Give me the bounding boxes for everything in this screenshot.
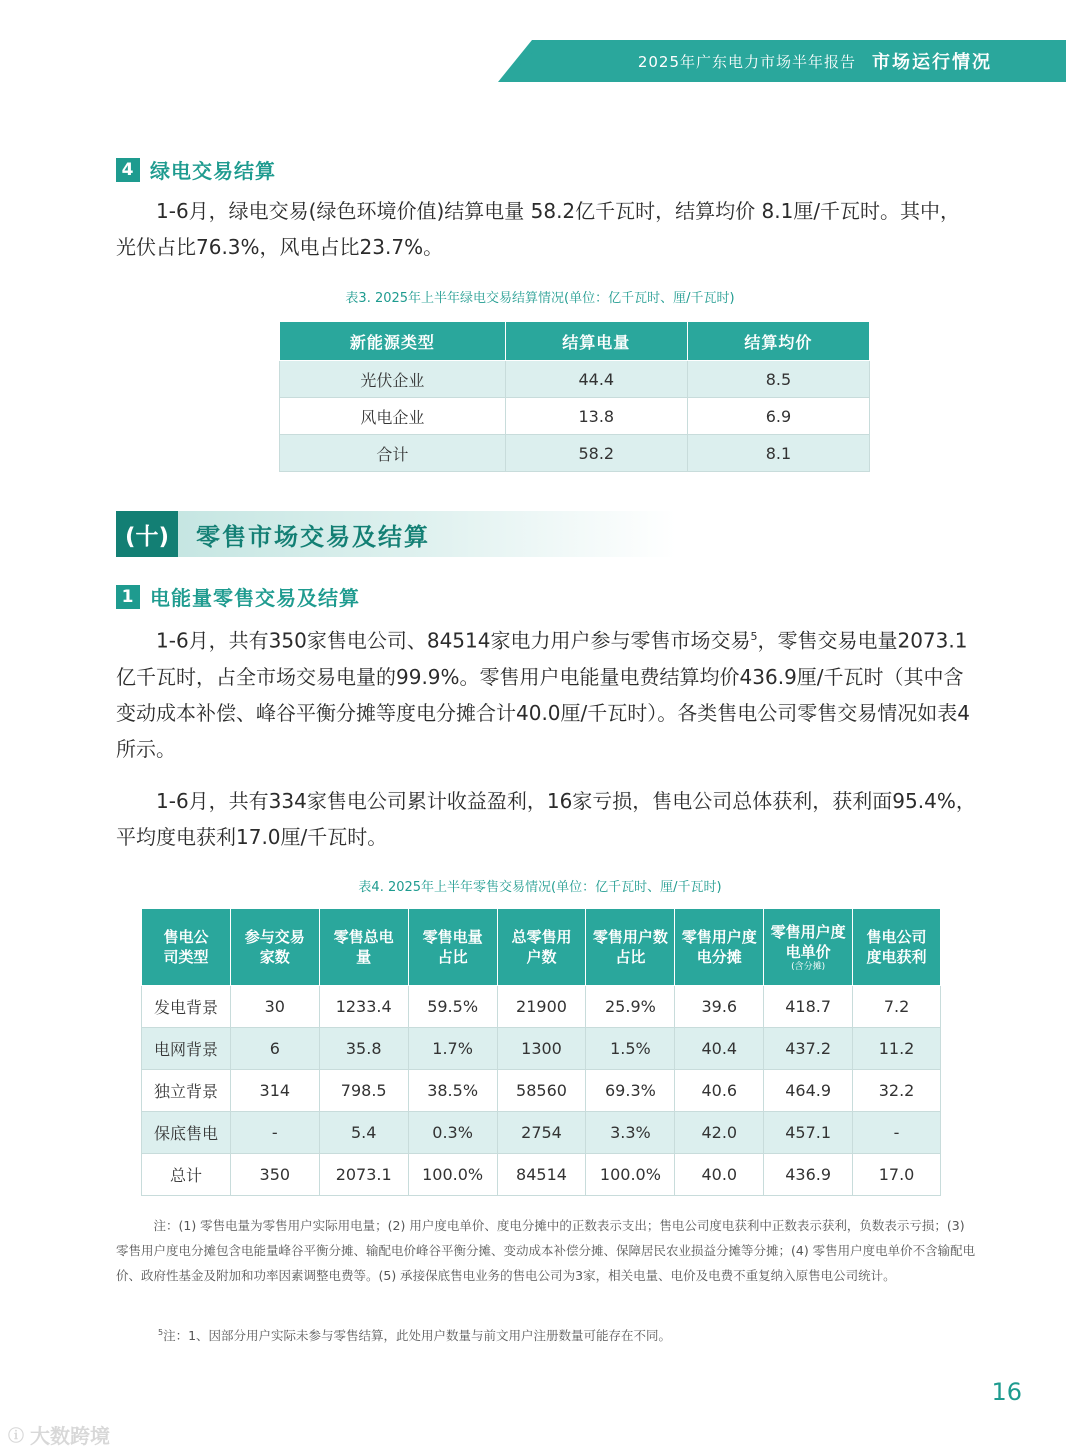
table-header-cell: 新能源类型	[280, 322, 506, 361]
footnote-mark: 5	[158, 1327, 164, 1337]
table-header-cell-with-note	[764, 909, 853, 986]
footnote	[158, 1326, 671, 1344]
table-cell: 38.5%	[408, 1070, 497, 1112]
table-row	[280, 361, 870, 398]
table-cell: 总计	[142, 1154, 231, 1196]
table-cell: 21900	[497, 986, 586, 1028]
table-cell: 13.8	[505, 398, 687, 435]
green-settlement-table	[279, 321, 870, 472]
report-title: 2025年广东电力市场半年报告	[637, 52, 856, 71]
table-header-cell: 参与交易家数	[230, 909, 319, 986]
table-cell: 0.3%	[408, 1112, 497, 1154]
watermark-logo-icon: ⓘ	[8, 1426, 25, 1445]
table-cell: 5.4	[319, 1112, 408, 1154]
table-row	[280, 398, 870, 435]
table-cell: 8.5	[687, 361, 869, 398]
subheading-title: 电能量零售交易及结算	[150, 586, 360, 610]
table-cell: -	[230, 1112, 319, 1154]
table4-caption: 表4. 2025年上半年零售交易情况(单位：亿千瓦时、厘/千瓦时)	[358, 880, 722, 895]
table-cell: 1.7%	[408, 1028, 497, 1070]
table-cell: 11.2	[853, 1028, 941, 1070]
table-cell: 40.6	[675, 1070, 764, 1112]
table-cell: 7.2	[853, 986, 941, 1028]
table-cell: 457.1	[764, 1112, 853, 1154]
table-cell: 44.4	[505, 361, 687, 398]
table-cell: 发电背景	[142, 986, 231, 1028]
table-cell: 100.0%	[408, 1154, 497, 1196]
section-number: (十)	[116, 511, 178, 557]
table-cell: 69.3%	[586, 1070, 675, 1112]
retail-paragraph-2: 1-6月，共有334家售电公司累计收益盈利，16家亏损，售电公司总体获利，获利面95.4%，平均度电获利17.0厘/千瓦时。	[116, 789, 976, 849]
table-cell: 25.9%	[586, 986, 675, 1028]
table-cell: 2754	[497, 1112, 586, 1154]
subheading-retail-trading	[116, 582, 360, 611]
subheading-number: 1	[116, 585, 140, 609]
table-cell: 6	[230, 1028, 319, 1070]
table-cell: 1300	[497, 1028, 586, 1070]
table-cell: 314	[230, 1070, 319, 1112]
table-cell: 风电企业	[280, 398, 506, 435]
table-cell: 3.3%	[586, 1112, 675, 1154]
table-header-cell: 零售电量占比	[408, 909, 497, 986]
table-row	[280, 435, 870, 472]
table3-caption: 表3. 2025年上半年绿电交易结算情况(单位：亿千瓦时、厘/千瓦时)	[345, 291, 735, 306]
table-cell: 保底售电	[142, 1112, 231, 1154]
table-cell: 59.5%	[408, 986, 497, 1028]
table-cell: 1.5%	[586, 1028, 675, 1070]
table-cell: 合计	[280, 435, 506, 472]
table-cell: 6.9	[687, 398, 869, 435]
table-cell: 30	[230, 986, 319, 1028]
table-cell: 独立背景	[142, 1070, 231, 1112]
table-cell: 40.0	[675, 1154, 764, 1196]
table-header-note: (含分摊)	[791, 961, 826, 972]
table-notes: 注：(1) 零售电量为零售用户实际用电量；(2) 用户度电单价、度电分摊中的正数表示支出；售电公司度电获利中正数表示获利，负数表示亏损；(3) 零售用户度电分摊包含电能量峰谷平衡分摊、输配电价峰谷平衡分摊、变动成本补偿分摊、保障居民农业损益分摊等分摊；(4) 零售用户度电单价不含输配电价、政府性基金及附加和功率因素调整电费等。(5) 承接保底售电业务的售电公司为3家，相关电量、电价及电费不重复纳入原售电公司统计。	[116, 1218, 976, 1283]
footnote-reference: 5	[750, 630, 758, 643]
page-header	[638, 40, 992, 82]
table-header-cell: 售电公司类型	[142, 909, 231, 986]
table-header-cell: 结算均价	[687, 322, 869, 361]
table-header-text: 零售用户度电单价	[770, 922, 846, 961]
table-cell: 58560	[497, 1070, 586, 1112]
footnote-text: 注：1、因部分用户实际未参与零售结算，此处用户数量与前文用户注册数量可能存在不同。	[163, 1328, 672, 1343]
table-cell: 100.0%	[586, 1154, 675, 1196]
retail-paragraph-1-rest: ，零售交易电量2073.1亿千瓦时，占全市场交易电量的99.9%。零售用户电能量电费结算均价436.9厘/千瓦时（其中含变动成本补偿、峰谷平衡分摊等度电分摊合计40.0厘/千瓦时）。各类售电公司零售交易情况如表4所示。	[116, 628, 970, 761]
table-cell: 42.0	[675, 1112, 764, 1154]
table-cell: 8.1	[687, 435, 869, 472]
table-cell: 58.2	[505, 435, 687, 472]
table-cell: 464.9	[764, 1070, 853, 1112]
table-header-row	[142, 909, 941, 986]
retail-paragraph-1-start: 1-6月，共有350家售电公司、84514家电力用户参与零售市场交易	[156, 628, 751, 653]
table-header-cell: 总零售用户数	[497, 909, 586, 986]
table-row	[142, 1070, 941, 1112]
table-row	[142, 1112, 941, 1154]
table-row	[142, 986, 941, 1028]
table-cell: 437.2	[764, 1028, 853, 1070]
page-number: 16	[991, 1378, 1022, 1406]
subheading-green-trading	[116, 155, 276, 184]
table-cell: 17.0	[853, 1154, 941, 1196]
table-header-cell: 售电公司度电获利	[853, 909, 941, 986]
table-cell: 350	[230, 1154, 319, 1196]
table-cell: 电网背景	[142, 1028, 231, 1070]
table-cell: 光伏企业	[280, 361, 506, 398]
table-row	[142, 1154, 941, 1196]
retail-paragraph-1	[116, 619, 976, 767]
table-cell: -	[853, 1112, 941, 1154]
retail-trading-table	[141, 908, 941, 1196]
table-cell: 2073.1	[319, 1154, 408, 1196]
watermark	[8, 1420, 110, 1449]
table-header-cell: 零售用户数占比	[586, 909, 675, 986]
subheading-number: 4	[116, 158, 140, 182]
table-cell: 418.7	[764, 986, 853, 1028]
table-cell: 40.4	[675, 1028, 764, 1070]
table-cell: 84514	[497, 1154, 586, 1196]
table-cell: 35.8	[319, 1028, 408, 1070]
watermark-text: 大数跨境	[30, 1424, 111, 1448]
table-cell: 798.5	[319, 1070, 408, 1112]
table-cell: 32.2	[853, 1070, 941, 1112]
table-cell: 436.9	[764, 1154, 853, 1196]
subheading-title: 绿电交易结算	[150, 159, 276, 183]
table-header-row	[280, 322, 870, 361]
table-header-cell: 零售用户度电分摊	[675, 909, 764, 986]
green-trading-paragraph: 1-6月，绿电交易(绿色环境价值)结算电量 58.2亿千瓦时，结算均价 8.1厘/千瓦时。其中，光伏占比76.3%，风电占比23.7%。	[116, 199, 961, 259]
table-header-cell: 结算电量	[505, 322, 687, 361]
table-cell: 1233.4	[319, 986, 408, 1028]
table-row	[142, 1028, 941, 1070]
section-title: 零售市场交易及结算	[196, 522, 430, 551]
table-cell: 39.6	[675, 986, 764, 1028]
section-name: 市场运行情况	[872, 52, 992, 73]
table-header-cell: 零售总电量	[319, 909, 408, 986]
